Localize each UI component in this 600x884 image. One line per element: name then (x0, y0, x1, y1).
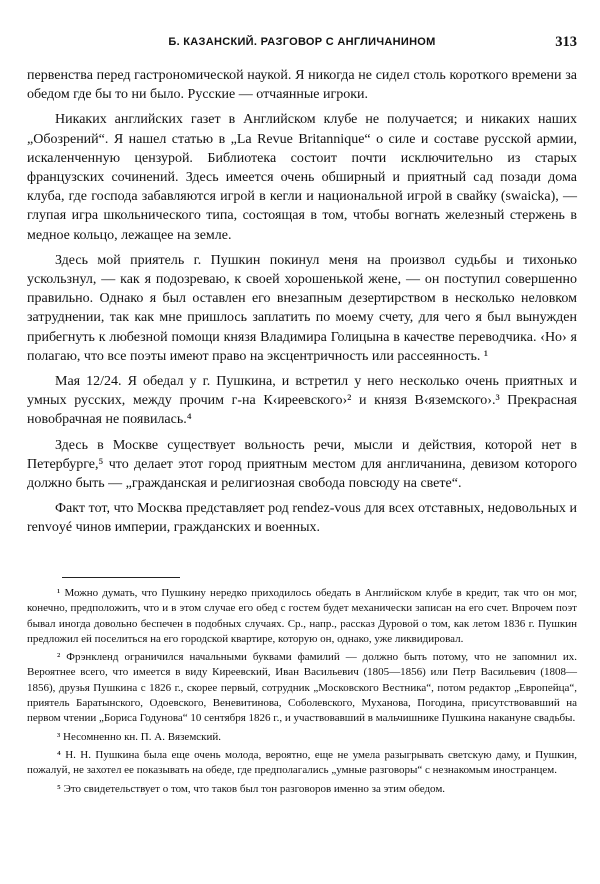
paragraph: Здесь в Москве существует вольность речи, мысли и действия, которой нет в Петербурге,⁵ что делает этот город приятным местом для англичанина, девизом которого должно быть — „гражданская и религиозная свобода повсюду на свете“. (27, 437, 577, 492)
main-text (27, 66, 577, 538)
footnote: ⁴ Н. Н. Пушкина была еще очень молода, вероятно, еще не умела разыгрывать светскую даму, и Пушкин, пожалуй, не захотел ее показывать на обеде, где предполагались „умные разговоры“ с незнакомым иностранцем. (27, 748, 577, 777)
footnote-divider (62, 577, 180, 578)
page-header (27, 36, 577, 54)
paragraph: первенства перед гастрономической наукой. Я никогда не сидел столь короткого времени за обедом где бы то ни было. Русские — отчаянные игроки. (27, 68, 577, 103)
footnotes (27, 586, 577, 797)
paragraph: Мая 12/24. Я обедал у г. Пушкина, и встретил у него несколько очень приятных и умных русских, между прочим г-на К‹иреевского›² и князя В‹яземского›.³ Прекрасная новобрачная не появилась.⁴ (27, 374, 577, 428)
paragraph: Здесь мой приятель г. Пушкин покинул меня на произвол судьбы и тихонько ускользнул, — как я подозреваю, к своей хорошенькой жене, — он поступил совершенно правильно. Однако я был оставлен его внезапным дезертирством в несколько неловком затруднении, так как мне пришлось заплатить по моему счету, для чего я был вынужден прибегнуть к любезной помощи князя Владимира Голицына в качестве переводчика. ‹Но› я полагаю, что все поэты имеют право на эксцентричность или рассеянность. ¹ (27, 252, 577, 364)
running-title: Б. КАЗАНСКИЙ. РАЗГОВОР С АНГЛИЧАНИНОМ (168, 36, 436, 48)
page-number: 313 (555, 34, 577, 50)
paragraph: Факт тот, что Москва представляет род rendez-vous для всех отставных, недовольных и renvoyé чинов империи, гражданских и военных. (27, 501, 577, 536)
paragraph: Никаких английских газет в Английском клубе не получается; и никаких наших „Обозрений“. Я нашел статью в „La Revue Britannique“ о силе и составе русской армии, искаленченную цензурой. Библиотека состоит почти исключительно из старых французских сочинений. Здесь имеется очень обширный и приятный сад позади дома клуба, где господа забавляются игрой в кегли и национальной игрой в свайку (swaicka), — глупая игра школьнического типа, состоящая в том, чтобы вогнать железный стержень в медное кольцо, лежащее на земле. (27, 112, 577, 243)
footnote: ³ Несомненно кн. П. А. Вяземский. (57, 730, 222, 743)
footnote: ⁵ Это свидетельствует о том, что таков был тон разговоров именно за этим обедом. (57, 782, 446, 795)
footnote: ¹ Можно думать, что Пушкину нередко приходилось обедать в Английском клубе в кредит, так что он мог, конечно, предположить, что и в этом случае его обед с гостем будет механически записан на его счет. Впрочем поэт бывал иногда довольно беспечен в подобных случаях. Ср., напр., рассказ Дуровой о том, как летом 1836 г. Пушкин предложил ей поселиться на его городской квартире, которую он, однако, уже ликвидировал. (27, 587, 577, 645)
footnote: ² Фрэнкленд ограничился начальными буквами фамилий — должно быть потому, что не запомнил их. Вероятнее всего, что имеется в виду Киреевский, Иван Васильевич (1805—1856) или Петр Васильевич (1808—1856), друзья Пушкина с 1826 г., скорее первый, сотрудник „Московского Вестника“, потом редактор „Европейца“, приятель Баратынского, Одоевского, Веневитинова, Соболевского, Муханова, Погодина, присутствовавший на первом чтении „Бориса Годунова“ 10 сентября 1826 г., и участвовавший в мальчишнике Пушкина накануне свадьбы. (27, 651, 577, 725)
